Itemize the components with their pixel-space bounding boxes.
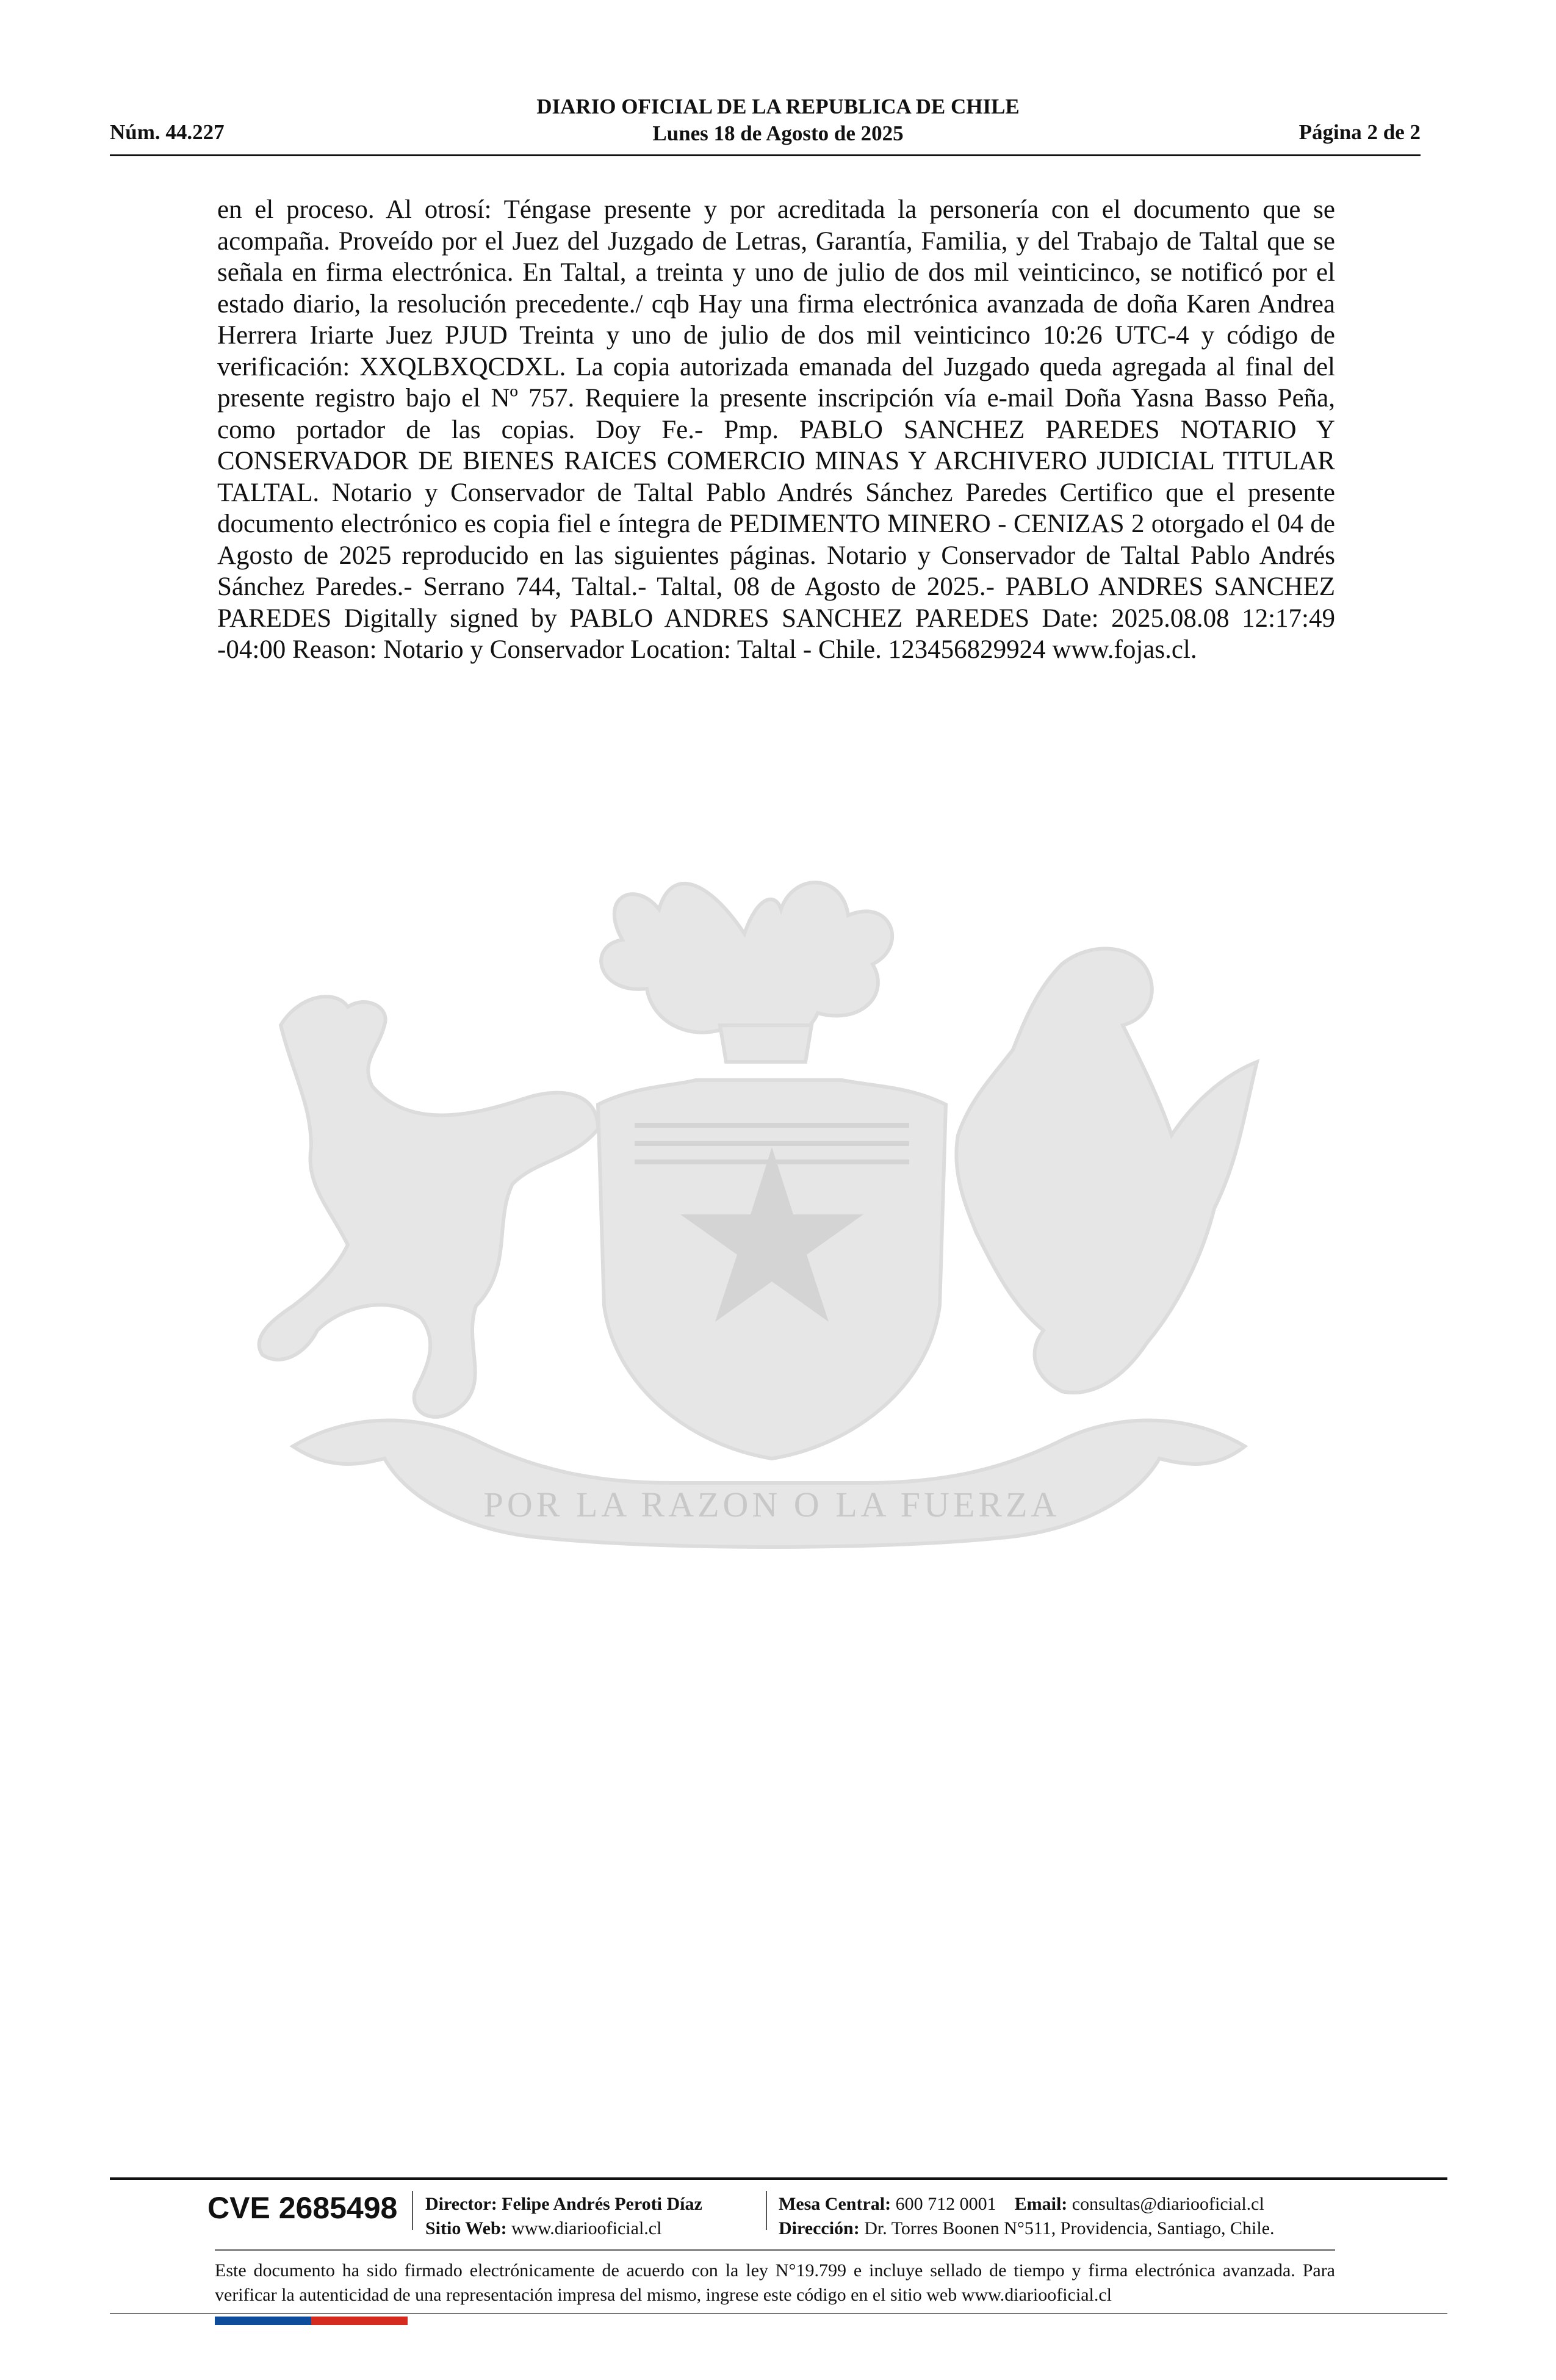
mesa-phone: 600 712 0001 <box>895 2194 996 2214</box>
body-paragraph: en el proceso. Al otrosí: Téngase presente y por acreditada la personería con el documento que se acompaña. Proveído por el Juez del Juzgado de Letras, Garantía, Familia, y del Trabajo de Taltal que se señala en firma electrónica. En Taltal, a treinta y uno de julio de dos mil veinticinco, se notificó por el estado diario, la resolución precedente./ cqb Hay una firma electrónica avanzada de doña Karen Andrea Herrera Iriarte Juez PJUD Treinta y uno de julio de dos mil veinticinco 10:26 UTC-4 y código de verificación: XXQLBXQCDXL. La copia autorizada emanada del Juzgado queda agregada al final del presente registro bajo el Nº 757. Requiere la presente inscripción vía e-mail Doña Yasna Basso Peña, como portador de las copias. Doy Fe.- Pmp. PABLO SANCHEZ PAREDES NOTARIO Y CONSERVADOR DE BIENES RAICES COMERCIO MINAS Y ARCHIVERO JUDICIAL TITULAR TALTAL. Notario y Conservador de Taltal Pablo Andrés Sánchez Paredes Certifico que el presente documento electrónico es copia fiel e íntegra de PEDIMENTO MINERO - CENIZAS 2 otorgado el 04 de Agosto de 2025 reproducido en las siguientes páginas. Notario y Conservador de Taltal Pablo Andrés Sánchez Paredes.- Serrano 744, Taltal.- Taltal, 08 de Agosto de 2025.- PABLO ANDRES SANCHEZ PAREDES Digitally signed by PABLO ANDRES SANCHEZ PAREDES Date: 2025.08.08 12:17:49 -04:00 Reason: Notario y Conservador Location: Taltal - Chile. 123456829924 www.fojas.cl. <box>217 195 1335 664</box>
director-label: Director: <box>425 2194 497 2214</box>
address-label: Dirección: <box>779 2218 860 2238</box>
email-label: Email: <box>1014 2194 1068 2214</box>
page-number: Página 2 de 2 <box>1298 120 1421 144</box>
director-name: Felipe Andrés Peroti Díaz <box>502 2194 702 2214</box>
address-text: Dr. Torres Boonen N°511, Providencia, Santiago, Chile. <box>864 2218 1275 2238</box>
motto-text: POR LA RAZON O LA FUERZA <box>483 1485 1061 1524</box>
footer-divider-mid <box>215 2249 1335 2251</box>
footer-director-block <box>425 2192 702 2241</box>
issue-date: Lunes 18 de Agosto de 2025 <box>652 121 904 145</box>
website-label: Sitio Web: <box>425 2218 507 2238</box>
footer-separator <box>766 2191 767 2230</box>
footer-separator <box>412 2191 413 2230</box>
footer-contact-block <box>779 2192 1275 2241</box>
mesa-label: Mesa Central: <box>779 2194 891 2214</box>
flag-stripe-blue <box>215 2317 311 2325</box>
signature-notice: Este documento ha sido firmado electrónicamente de acuerdo con la ley N°19.799 e incluye sellado de tiempo y firma electrónica avanzada. Para verificar la autenticidad de una representación impresa del mismo, ingrese este código en el sitio web www.diariooficial.cl <box>215 2260 1335 2305</box>
email-link[interactable]: consultas@diariooficial.cl <box>1072 2194 1264 2214</box>
flag-stripe-red <box>311 2317 408 2325</box>
cve-code: CVE 2685498 <box>207 2191 398 2225</box>
issue-number: Núm. 44.227 <box>110 120 225 144</box>
gazette-title: DIARIO OFICIAL DE LA REPUBLICA DE CHILE <box>536 95 1020 118</box>
footer-divider-top <box>110 2177 1447 2180</box>
footer-divider-bottom <box>110 2313 1447 2314</box>
header-divider <box>110 154 1421 156</box>
website-link[interactable]: www.diariooficial.cl <box>511 2218 662 2238</box>
coat-of-arms-watermark <box>207 842 1336 1660</box>
